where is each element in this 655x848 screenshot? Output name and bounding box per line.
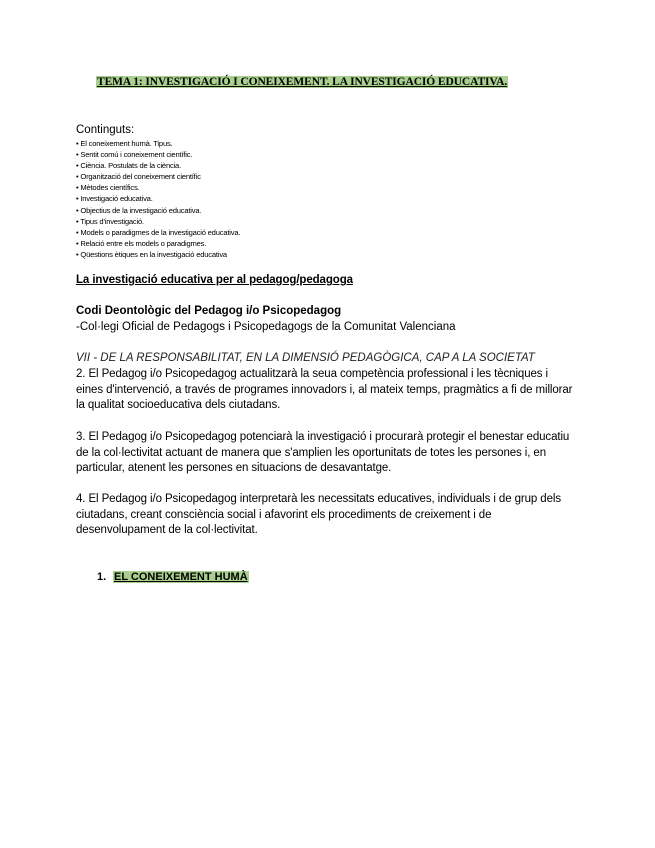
contents-item: • Mètodes científics. [76,182,240,193]
contents-item: • Objectius de la investigació educativa. [76,205,240,216]
code-title: Codi Deontològic del Pedagog i/o Psicopedagog [76,305,342,317]
heading-1-number: 1. [97,571,107,583]
paragraph-2: 2. El Pedagog i/o Psicopedagog actualitzarà la seua competència professional i les tècniques i eines d'intervenció, a través de programes innovadors i, al mateix temps, pragmàtics a fi de millorar la qualitat socioeducativa dels ciutadans. [76,368,573,412]
paragraph-4: 4. El Pedagog i/o Psicopedagog interpretarà les necessitats educatives, individuals i de grup dels ciutadans, creant consciència social i afavorint els procediments de creixement i de desenvolupament de la col·lectivitat. [76,493,562,537]
contents-item: • Sentit comú i coneixement científic. [76,149,240,160]
contents-item: • Investigació educativa. [76,193,240,204]
contents-item: • Relació entre els models o paradigmes. [76,238,240,249]
heading-1-label: EL CONEIXEMENT HUMÀ [114,571,248,583]
contents-item: • Qüestions ètiques en la investigació educativa [76,249,240,260]
document-title: TEMA 1: INVESTIGACIÓ I CONEIXEMENT. LA INVESTIGACIÓ EDUCATIVA. [97,76,508,88]
paragraph-3: 3. El Pedagog i/o Psicopedagog potenciarà la investigació i procurarà protegir el benestar educatiu de la col·lectivitat actuant de manera que s'amplien les oportunitats de totes les persones i, en particular, atenent les persones en situacions de desavantatge. [76,431,570,475]
code-organization: -Col·legi Oficial de Pedagogs i Psicopedagogs de la Comunitat Valenciana [76,321,456,333]
section-heading: La investigació educativa per al pedagog/pedagoga [76,274,353,286]
contents-item: • Models o paradigmes de la investigació educativa. [76,227,240,238]
contents-label: Continguts: [76,124,135,136]
heading-1 [97,571,249,583]
contents-item: • El coneixement humà. Tipus. [76,138,240,149]
contents-item: • Tipus d'investigació. [76,216,240,227]
contents-item: • Ciència. Postulats de la ciència. [76,160,240,171]
contents-item: • Organització del coneixement científic [76,171,240,182]
contents-list [76,138,240,260]
article-heading: VII - DE LA RESPONSABILITAT, EN LA DIMENSIÓ PEDAGÒGICA, CAP A LA SOCIETAT [76,352,535,364]
